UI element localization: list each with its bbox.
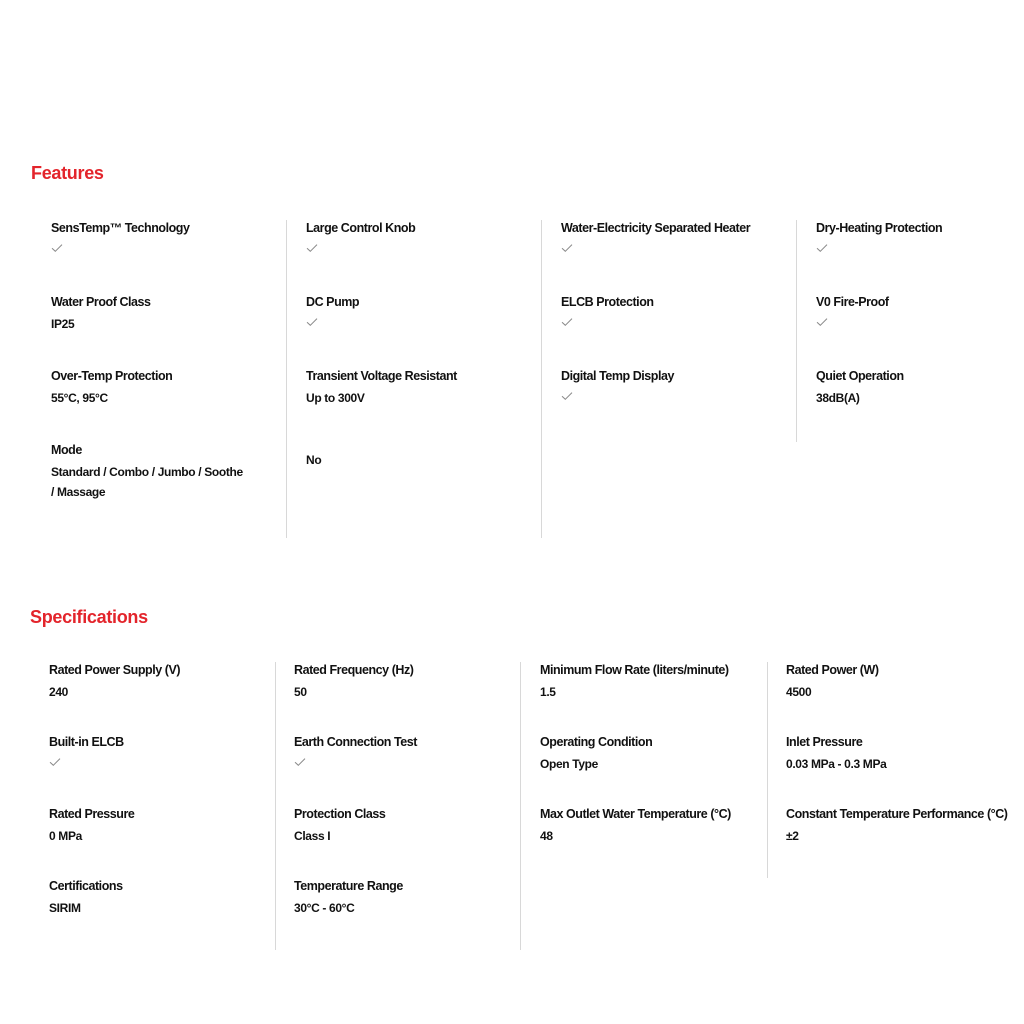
features-column-2: [286, 220, 542, 538]
features-item-water-electricity-separated-heater: [542, 220, 797, 253]
check-icon: [561, 243, 573, 253]
features-column-4: [796, 220, 1024, 442]
item-value: ±2: [786, 829, 799, 843]
features-item-elcb-protection: [542, 294, 797, 327]
specifications-item-earth-connection-test: [276, 734, 522, 767]
check-icon: [306, 317, 318, 327]
item-label: Water Proof Class: [51, 295, 151, 309]
features-column-3: [541, 220, 797, 538]
item-value: IP25: [51, 317, 75, 331]
check-icon: [51, 243, 63, 253]
item-label: Minimum Flow Rate (liters/minute): [540, 663, 729, 677]
specifications-item-certifications: [0, 878, 246, 918]
item-value: 50: [294, 685, 307, 699]
item-label: V0 Fire-Proof: [816, 295, 889, 309]
item-value: 0 MPa: [49, 829, 82, 843]
features-item-senstemp-technology: [0, 220, 255, 253]
check-icon: [561, 317, 573, 327]
item-value: 48: [540, 829, 553, 843]
features-item-large-control-knob: [287, 220, 542, 253]
features-item-over-temp-protection: [0, 368, 255, 408]
item-value: 38dB(A): [816, 391, 860, 405]
item-value: 55°C, 95°C: [51, 391, 108, 405]
specifications-column-2: [275, 662, 522, 950]
check-icon: [561, 391, 573, 401]
item-label: Quiet Operation: [816, 369, 904, 383]
item-label: SensTemp™ Technology: [51, 221, 190, 235]
features-item-dc-pump: [287, 294, 542, 327]
specifications-item-temperature-range: [276, 878, 522, 918]
item-label: Mode: [51, 443, 82, 457]
specifications-item-rated-pressure: [0, 806, 246, 846]
specifications-grid: [0, 662, 1024, 952]
item-label: DC Pump: [306, 295, 360, 309]
features-item-water-proof-class: [0, 294, 255, 334]
specifications-item-protection-class: [276, 806, 522, 846]
item-value: 4500: [786, 685, 812, 699]
features-item-no: [287, 450, 542, 470]
item-value: Up to 300V: [306, 391, 365, 405]
item-label: Earth Connection Test: [294, 735, 417, 749]
features-item-quiet-operation: [797, 368, 1024, 408]
features-item-transient-voltage-resistant: [287, 368, 542, 408]
item-label: Rated Power (W): [786, 663, 879, 677]
item-value: 240: [49, 685, 68, 699]
item-label: Temperature Range: [294, 879, 403, 893]
item-value: 30°C - 60°C: [294, 901, 355, 915]
item-label: Rated Pressure: [49, 807, 135, 821]
item-value: Standard / Combo / Jumbo / Soothe / Massage: [51, 465, 243, 499]
specifications-column-1: [0, 662, 246, 950]
check-icon: [816, 317, 828, 327]
check-icon: [49, 757, 61, 767]
features-item-mode: [0, 442, 255, 502]
item-label: Inlet Pressure: [786, 735, 863, 749]
specifications-item-rated-power-supply-v: [0, 662, 246, 702]
features-item-digital-temp-display: [542, 368, 797, 401]
item-label: Constant Temperature Performance (°C): [786, 807, 1008, 821]
specifications-column-3: [520, 662, 767, 950]
item-value: 0.03 MPa - 0.3 MPa: [786, 757, 887, 771]
check-icon: [294, 757, 306, 767]
item-value: No: [306, 453, 322, 467]
specifications-item-rated-power-w: [768, 662, 1014, 702]
item-label: ELCB Protection: [561, 295, 654, 309]
item-label: Protection Class: [294, 807, 386, 821]
item-value: Open Type: [540, 757, 598, 771]
specifications-item-built-in-elcb: [0, 734, 246, 767]
item-label: Operating Condition: [540, 735, 653, 749]
features-grid: [0, 220, 1024, 540]
specifications-item-inlet-pressure: [768, 734, 1014, 774]
features-title: Features: [31, 163, 104, 183]
item-value: Class I: [294, 829, 331, 843]
specifications-item-rated-frequency-hz: [276, 662, 522, 702]
item-label: Large Control Knob: [306, 221, 416, 235]
specifications-item-minimum-flow-rate-liters-minute: [521, 662, 767, 702]
item-value: SIRIM: [49, 901, 81, 915]
item-label: Digital Temp Display: [561, 369, 675, 383]
item-label: Over-Temp Protection: [51, 369, 173, 383]
item-label: Dry-Heating Protection: [816, 221, 943, 235]
item-label: Rated Power Supply (V): [49, 663, 181, 677]
item-label: Built-in ELCB: [49, 735, 124, 749]
specifications-title: Specifications: [30, 607, 148, 627]
specifications-item-constant-temperature-performance-c: [768, 806, 1014, 846]
check-icon: [306, 243, 318, 253]
features-column-1: [0, 220, 255, 540]
features-item-dry-heating-protection: [797, 220, 1024, 253]
item-label: Max Outlet Water Temperature (°C): [540, 807, 731, 821]
item-label: Water-Electricity Separated Heater: [561, 221, 751, 235]
item-label: Transient Voltage Resistant: [306, 369, 457, 383]
item-label: Rated Frequency (Hz): [294, 663, 414, 677]
features-item-v0-fire-proof: [797, 294, 1024, 327]
item-label: Certifications: [49, 879, 123, 893]
specifications-item-operating-condition: [521, 734, 767, 774]
specifications-item-max-outlet-water-temperature-c: [521, 806, 767, 846]
specifications-column-4: [767, 662, 1014, 878]
item-value: 1.5: [540, 685, 556, 699]
check-icon: [816, 243, 828, 253]
